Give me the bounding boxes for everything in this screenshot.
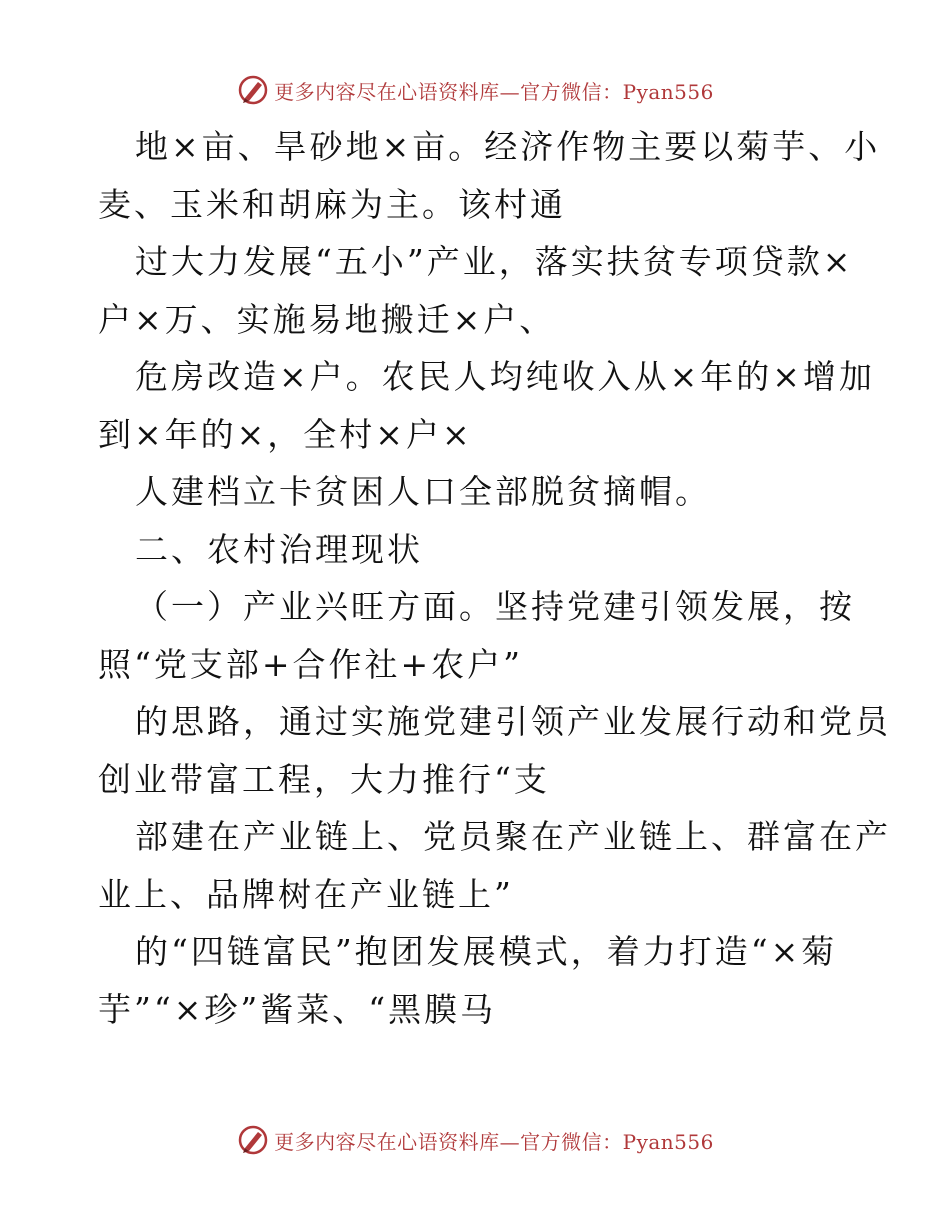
- text-line: （一）产业兴旺方面。坚持党建引领发展，按: [135, 587, 855, 626]
- footer-watermark-text: 更多内容尽在心语资料库—官方微信：Pyan556: [274, 1129, 714, 1154]
- footer-watermark: [0, 1120, 950, 1160]
- text-line: 到×年的×，全村×户×: [98, 414, 473, 454]
- text-line: 照“党支部+合作社+农户”: [98, 644, 524, 684]
- body-text: [98, 118, 891, 1038]
- header-watermark-text: 更多内容尽在心语资料库—官方微信：Pyan556: [274, 79, 714, 104]
- text-line: 过大力发展“五小”产业，落实扶贫专项贷款×: [135, 242, 854, 281]
- text-line: 部建在产业链上、党员聚在产业链上、群富在产: [135, 817, 891, 856]
- text-line: 人建档立卡贫困人口全部脱贫摘帽。: [135, 472, 711, 511]
- header-watermark: [0, 70, 950, 110]
- text-line: 地×亩、旱砂地×亩。经济作物主要以菊芋、小: [135, 127, 881, 166]
- text-line: 麦、玉米和胡麻为主。该村通: [98, 184, 566, 224]
- text-line: 创业带富工程，大力推行“支: [98, 759, 550, 799]
- text-line: 二、农村治理现状: [135, 529, 423, 569]
- text-line: 芋”“×珍”酱菜、“黑膜马: [98, 989, 497, 1029]
- text-line: 危房改造×户。农民人均纯收入从×年的×增加: [135, 357, 875, 396]
- text-line: 的“四链富民”抱团发展模式，着力打造“×菊: [135, 932, 838, 971]
- pen-circle-logo-icon: [236, 1123, 270, 1157]
- text-line: 业上、品牌树在产业链上”: [98, 874, 514, 914]
- pen-circle-logo-icon: [236, 73, 270, 107]
- text-line: 户×万、实施易地搬迁×户、: [98, 299, 556, 339]
- text-line: 的思路，通过实施党建引领产业发展行动和党员: [135, 702, 891, 741]
